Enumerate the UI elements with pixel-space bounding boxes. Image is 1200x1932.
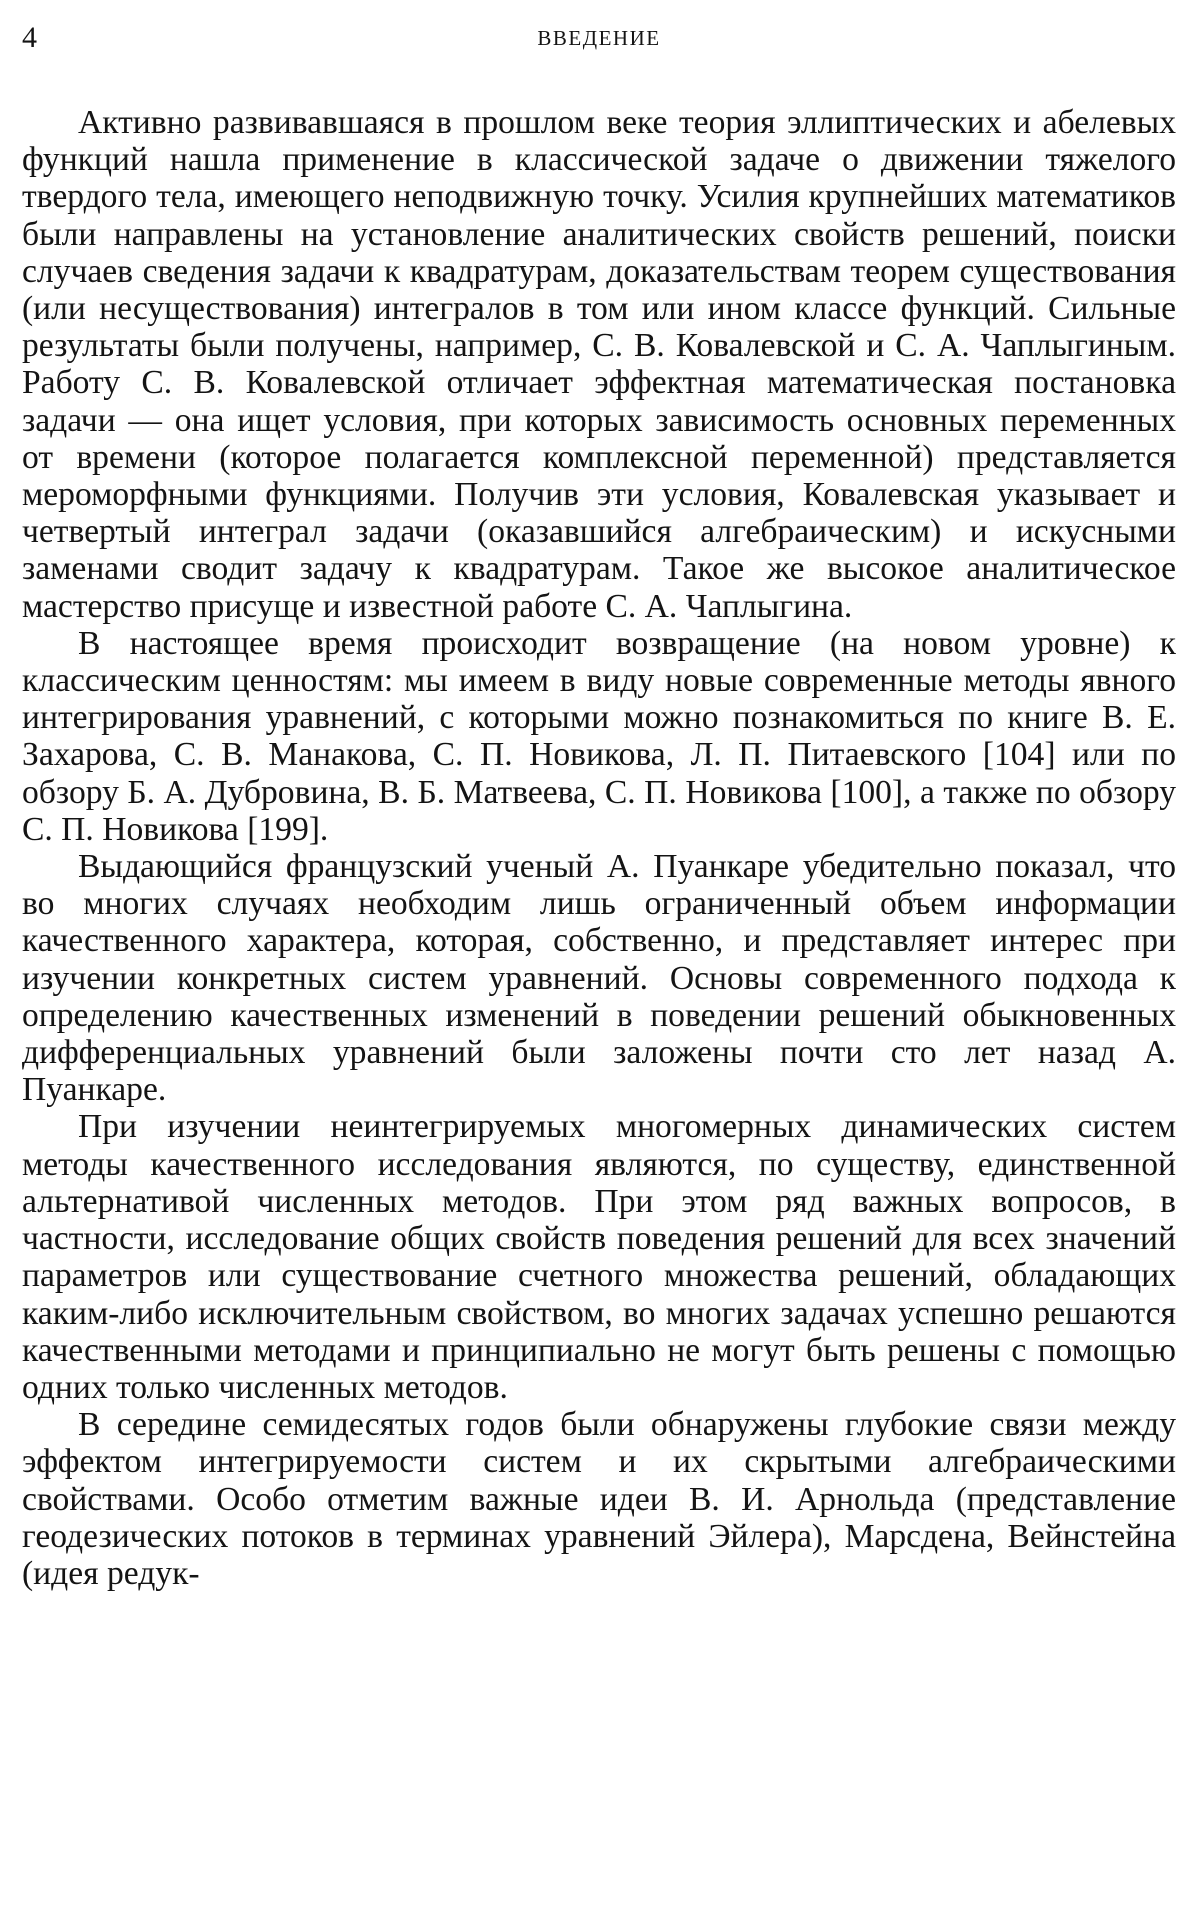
paragraph-3: Выдающийся французский ученый А. Пуанкаре убедительно показал, что во многих случаях необходим лишь ограниченный объем информации качественного характера, которая, собственно, и представляет интерес при изучении конкретных систем уравнений. Основы современного подхода к определению качественных изменений в поведении решений обыкновенных дифференциальных уравнений были заложены почти сто лет назад А. Пуанкаре. xyxy=(22,848,1176,1109)
paragraph-1: Активно развивавшаяся в прошлом веке теория эллиптических и абелевых функций нашла применение в классической задаче о движении тяжелого твердого тела, имеющего неподвижную точку. Усилия крупнейших математиков были направлены на установление аналитических свойств решений, поиски случаев сведения задачи к квадратурам, доказательствам теорем существования (или несуществования) интегралов в том или ином классе функций. Сильные результаты были получены, например, С. В. Ковалевской и С. А. Чаплыгиным. Работу С. В. Ковалевской отличает эффектная математическая постановка задачи — она ищет условия, при которых зависимость основных переменных от времени (которое полагается комплексной переменной) представляется мероморфными функциями. Получив эти условия, Ковалевская указывает и четвертый интеграл задачи (оказавшийся алгебраическим) и искусными заменами сводит задачу к квадратурам. Такое же высокое аналитическое мастерство присуще и известной работе С. А. Чаплыгина. xyxy=(22,104,1176,625)
running-head xyxy=(22,0,1176,80)
body-text xyxy=(22,104,1176,1592)
section-title: ВВЕДЕНИЕ xyxy=(537,26,661,50)
page-number: 4 xyxy=(22,21,37,54)
book-page xyxy=(22,0,1176,1932)
paragraph-5: В середине семидесятых годов были обнаружены глубокие связи между эффектом интегрируемости систем и их скрытыми алгебраическими свойствами. Особо отметим важные идеи В. И. Арнольда (представление геодезических потоков в терминах уравнений Эйлера), Марсдена, Вейнстейна (идея редук- xyxy=(22,1406,1176,1592)
paragraph-4: При изучении неинтегрируемых многомерных динамических систем методы качественного исследования являются, по существу, единственной альтернативой численных методов. При этом ряд важных вопросов, в частности, исследование общих свойств поведения решений для всех значений параметров или существование счетного множества решений, обладающих каким-либо исключительным свойством, во многих задачах успешно решаются качественными методами и принципиально не могут быть решены с помощью одних только численных методов. xyxy=(22,1108,1176,1406)
paragraph-2: В настоящее время происходит возвращение (на новом уровне) к классическим ценностям: мы имеем в виду новые современные методы явного интегрирования уравнений, с которыми можно познакомиться по книге В. Е. Захарова, С. В. Манакова, С. П. Новикова, Л. П. Питаевского [104] или по обзору Б. А. Дубровина, В. Б. Матвеева, С. П. Новикова [100], а также по обзору С. П. Новикова [199]. xyxy=(22,624,1176,848)
